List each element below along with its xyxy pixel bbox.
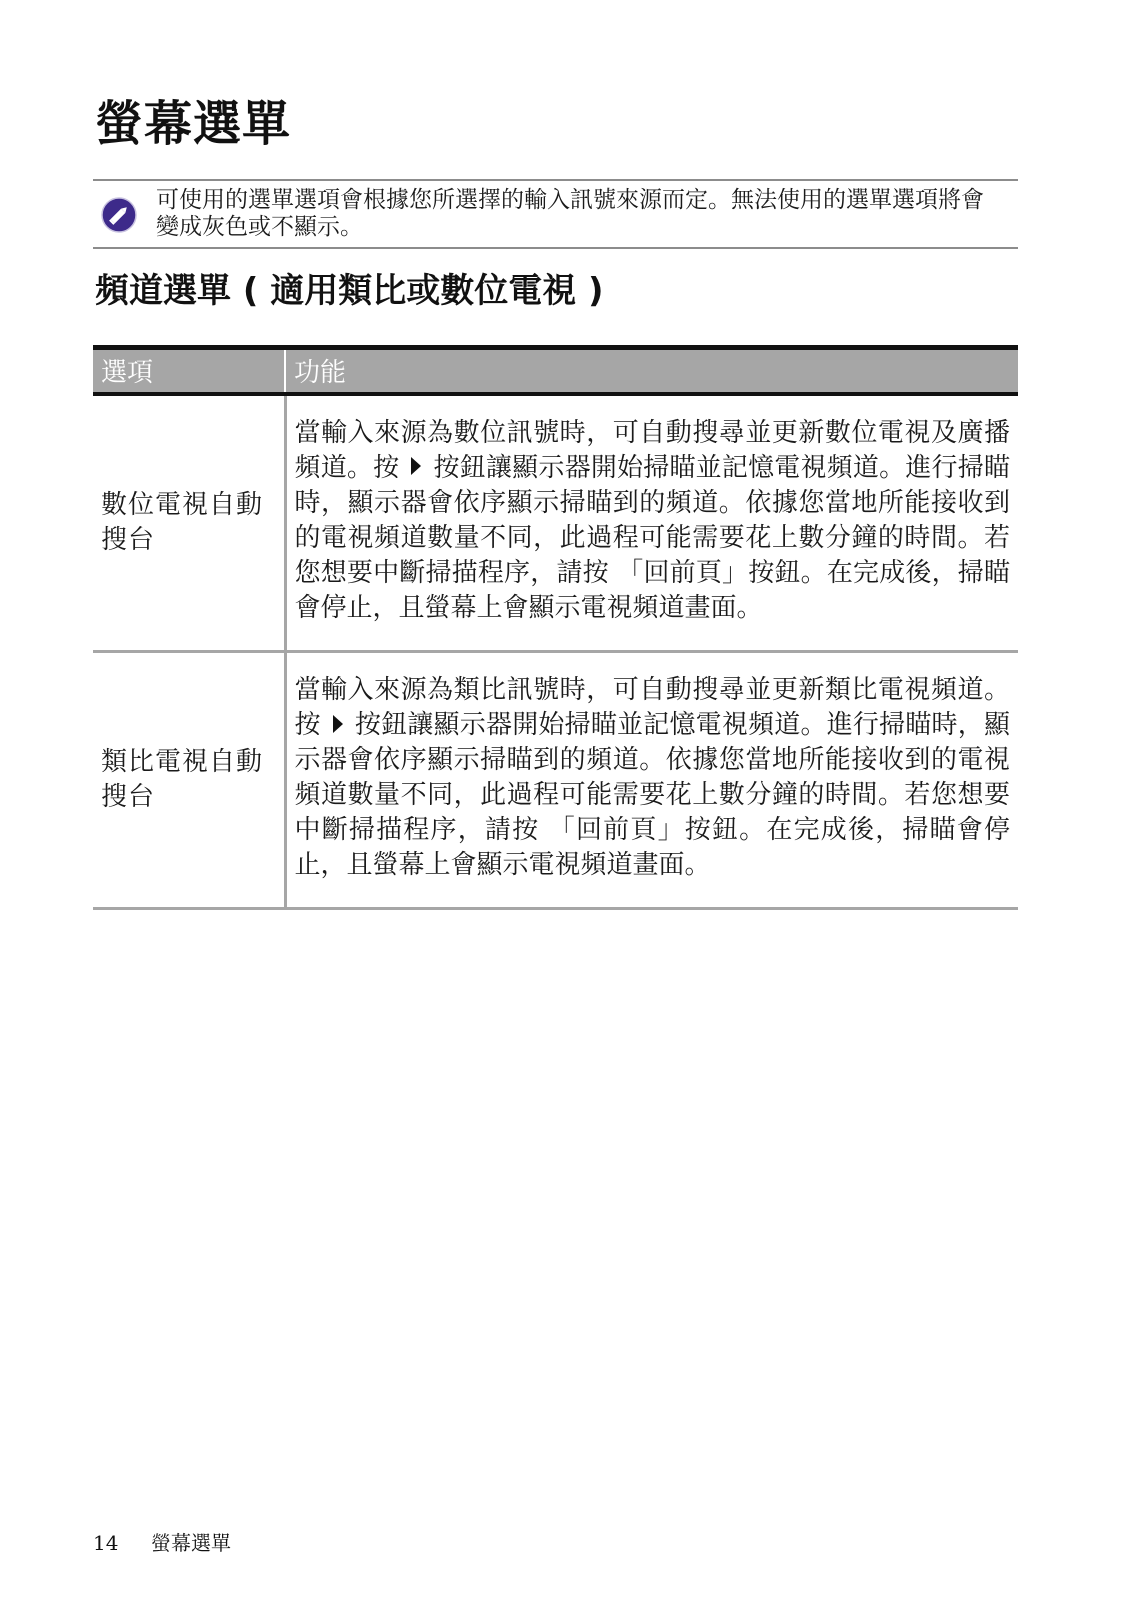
- table-row: [93, 394, 1018, 652]
- description-text: 當輸入來源為數位訊號時，可自動搜尋並更新數位電視及廣播頻道。按: [294, 417, 1010, 483]
- note-box: [93, 179, 1018, 249]
- description-text: 按鈕讓顯示器開始掃瞄並記憶電視頻道。進行掃瞄時，顯示器會依序顯示掃瞄到的頻道。依據您當地所能接收到的電視頻道數量不同，此過程可能需要花上數分鐘的時間。若您想要中斷掃描程序，請按 「回前頁」按鈕。在完成後，掃瞄會停止，且螢幕上會顯示電視頻道畫面。: [294, 710, 1010, 880]
- item-analog-tv-autoscan: 類比電視自動搜台: [93, 652, 285, 909]
- page-number: 14: [93, 1531, 119, 1555]
- page-title: 螢幕選單: [95, 96, 292, 152]
- description-text: 當輸入來源為類比訊號時，可自動搜尋並更新類比電視頻道。按: [294, 675, 1010, 740]
- page-footer: [93, 1530, 231, 1556]
- function-description: [285, 394, 1018, 652]
- header-item: 選項: [93, 348, 285, 394]
- item-digital-tv-autoscan: 數位電視自動搜台: [93, 394, 285, 652]
- section-heading: 頻道選單 ( 適用類比或數位電視 ): [95, 271, 604, 311]
- pencil-note-icon: [101, 197, 137, 233]
- note-text: 可使用的選單選項會根據您所選擇的輸入訊號來源而定。無法使用的選單選項將會變成灰色或不顯示。: [156, 187, 984, 240]
- header-function: 功能: [285, 348, 1018, 394]
- description-text: 按鈕讓顯示器開始掃瞄並記憶電視頻道。進行掃瞄時，顯示器會依序顯示掃瞄到的頻道。依據您當地所能接收到的電視頻道數量不同，此過程可能需要花上數分鐘的時間。若您想要中斷掃描程序，請按 「回前頁」按鈕。在完成後，掃瞄會停止，且螢幕上會顯示電視頻道畫面。: [294, 452, 1010, 623]
- table-header-row: [93, 348, 1018, 394]
- right-arrow-icon: [333, 715, 343, 733]
- channel-menu-table: [93, 345, 1018, 910]
- table-row: [93, 652, 1018, 909]
- function-description: [285, 652, 1018, 909]
- right-arrow-icon: [411, 457, 421, 475]
- footer-section-title: 螢幕選單: [151, 1531, 231, 1555]
